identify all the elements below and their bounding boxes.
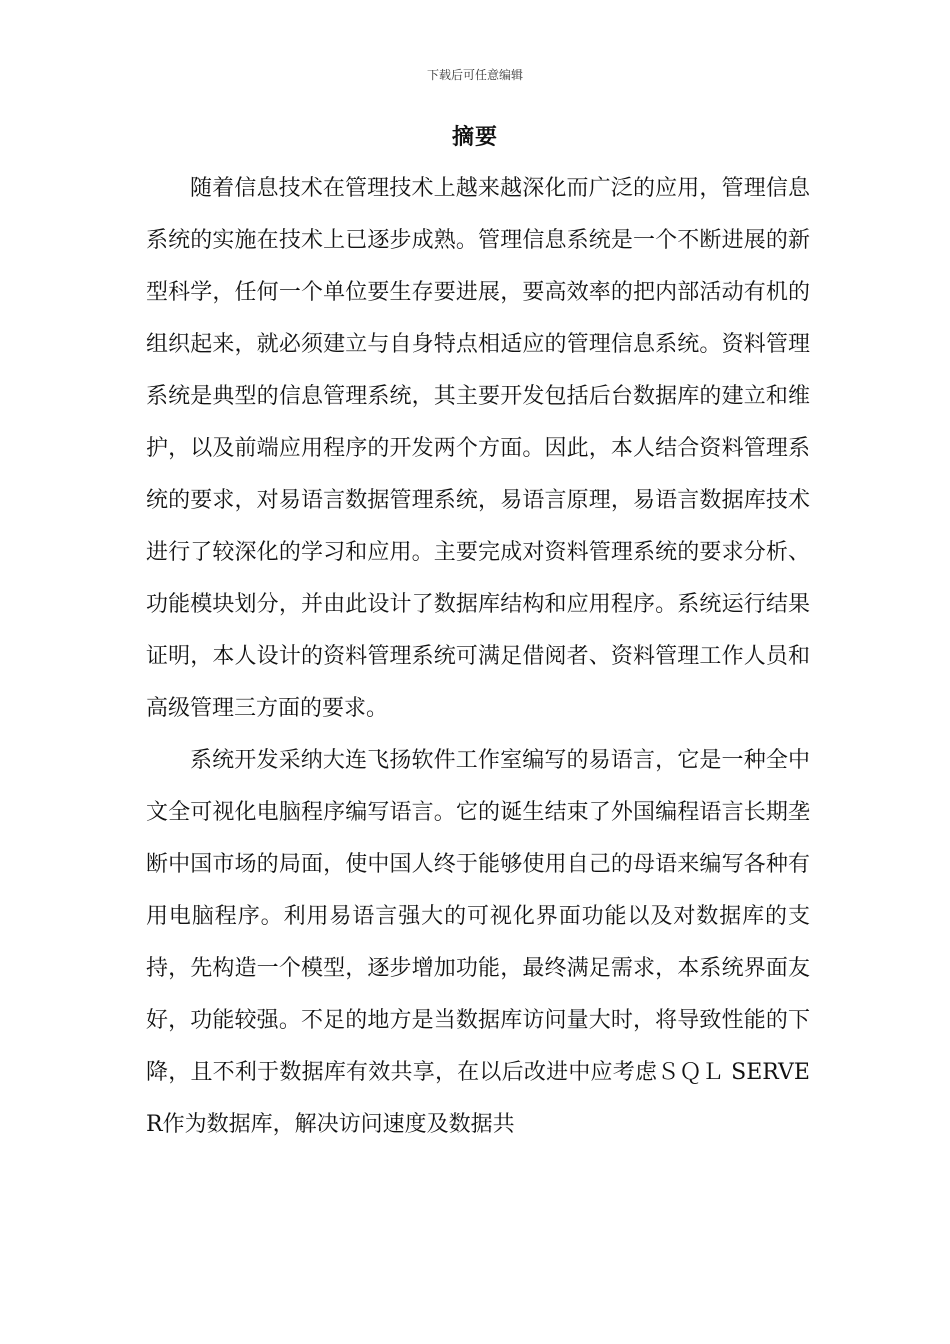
page-header-note: 下载后可任意编辑 bbox=[426, 68, 523, 82]
document-body bbox=[146, 163, 810, 1151]
abstract-paragraph-1: 随着信息技术在管理技术上越来越深化而广泛的应用，管理信息系统的实施在技术上已逐步成熟。管理信息系统是一个不断进展的新型科学，任何一个单位要生存要进展，要高效率的把内部活动有机的组织起来，就必须建立与自身特点相适应的管理信息系统。资料管理系统是典型的信息管理系统，其主要开发包括后台数据库的建立和维护，以及前端应用程序的开发两个方面。因此，本人结合资料管理系统的要求，对易语言数据管理系统，易语言原理，易语言数据库技术进行了较深化的学习和应用。主要完成对资料管理系统的要求分析、功能模块划分，并由此设计了数据库结构和应用程序。系统运行结果证明，本人设计的资料管理系统可满足借阅者、资料管理工作人员和高级管理三方面的要求。 bbox=[146, 176, 810, 721]
abstract-paragraph-2: 系统开发采纳大连飞扬软件工作室编写的易语言，它是一种全中文全可视化电脑程序编写语言。它的诞生结束了外国编程语言长期垄断中国市场的局面，使中国人终于能够使用自己的母语来编写各种有用电脑程序。利用易语言强大的可视化界面功能以及对数据库的支持，先构造一个模型，逐步增加功能，最终满足需求，本系统界面友好，功能较强。不足的地方是当数据库访问量大时，将导致性能的下降，且不利于数据库有效共享，在以后改进中应考虑ＳＱＬ SERVER作为数据库，解决访问速度及数据共 bbox=[146, 748, 810, 1137]
document-title: 摘要 bbox=[451, 124, 498, 150]
